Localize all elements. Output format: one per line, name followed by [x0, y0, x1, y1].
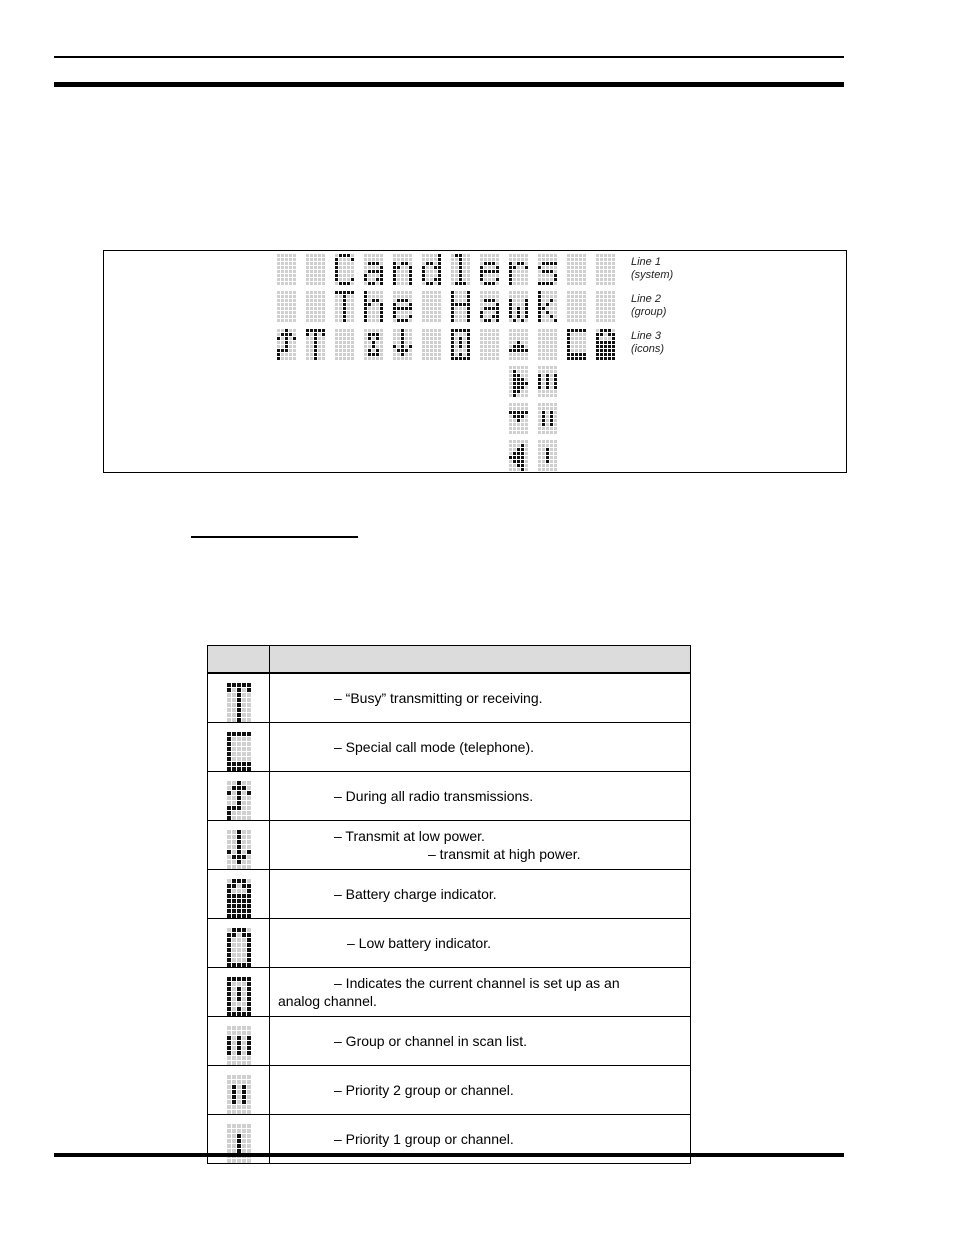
- line-1-char: [596, 254, 615, 285]
- header-icon-col: [208, 646, 270, 674]
- table-row: [208, 821, 691, 870]
- line-2-char: [277, 291, 296, 322]
- line-1-char: [480, 254, 499, 285]
- top-rule-thick: [54, 82, 844, 87]
- row-desc: – Group or channel in scan list.: [334, 1033, 527, 1049]
- line-2-char: [480, 291, 499, 322]
- line-2-char: [393, 291, 412, 322]
- line-2-char: [306, 291, 325, 322]
- line-1-char: [538, 254, 557, 285]
- icon-table: [207, 645, 691, 1164]
- line-2-char: [567, 291, 586, 322]
- row-desc: – Transmit at low power.: [334, 828, 485, 844]
- line-2-char: [451, 291, 470, 322]
- row-desc: – Battery charge indicator.: [334, 886, 497, 902]
- line-3-icon: [422, 329, 441, 360]
- line-3-alt-icon: [538, 440, 557, 471]
- line-2-char: [364, 291, 383, 322]
- row-desc: – Special call mode (telephone).: [334, 739, 535, 755]
- line-1-name: Line 1: [631, 256, 661, 268]
- line-1-char: [451, 254, 470, 285]
- row-desc: – Indicates the current channel is set up as an: [334, 975, 620, 991]
- line-3-icon: [596, 329, 615, 360]
- line-1-char: [567, 254, 586, 285]
- line-1-char: [393, 254, 412, 285]
- line-3-alt-icon: [538, 403, 557, 434]
- line-2-name: Line 2: [631, 293, 661, 305]
- row-desc: – Low battery indicator.: [347, 935, 491, 951]
- line-2-role: (group): [631, 306, 667, 318]
- line-1-char: [422, 254, 441, 285]
- table-row: [208, 772, 691, 821]
- line-3-icon: [480, 329, 499, 360]
- table-row: [208, 723, 691, 772]
- line-3-alt-icon: [509, 440, 528, 471]
- battery-icon: [208, 870, 270, 919]
- row-desc-2: analog channel.: [278, 993, 377, 1009]
- row-desc: – “Busy” transmitting or receiving.: [334, 690, 543, 706]
- line-1-char: [509, 254, 528, 285]
- header-desc-col: [270, 646, 691, 674]
- row-desc: – Priority 1 group or channel.: [334, 1131, 514, 1147]
- analog-icon: [208, 968, 270, 1017]
- line-3-label: [631, 330, 664, 356]
- line-1-char: [277, 254, 296, 285]
- line-1-char: [335, 254, 354, 285]
- top-rule-thin: [54, 56, 844, 58]
- line-1-label: [631, 256, 673, 282]
- display-figure: [103, 250, 847, 473]
- transmit-icon: [208, 772, 270, 821]
- low-battery-icon: [208, 919, 270, 968]
- icon-table-header: [208, 646, 691, 674]
- table-row: [208, 673, 691, 723]
- line-3-icon: [567, 329, 586, 360]
- line-3-role: (icons): [631, 343, 665, 355]
- line-1-char: [306, 254, 325, 285]
- line-3-icon: [393, 329, 412, 360]
- line-3-icon: [538, 329, 557, 360]
- line-3-icon: [364, 329, 383, 360]
- table-row: [208, 870, 691, 919]
- line-2-char: [596, 291, 615, 322]
- line-1-char: [364, 254, 383, 285]
- table-row: [208, 919, 691, 968]
- line-1-role: (system): [631, 269, 674, 281]
- line-3-icon: [509, 329, 528, 360]
- line-3-icon: [277, 329, 296, 360]
- line-3-alt-icon: [509, 403, 528, 434]
- line-3-icon: [451, 329, 470, 360]
- line-2-char: [538, 291, 557, 322]
- priority-2-icon: [208, 1066, 270, 1115]
- busy-icon: [208, 673, 270, 723]
- row-desc-2: – transmit at high power.: [428, 846, 581, 862]
- line-2-char: [422, 291, 441, 322]
- section-heading-underline: [191, 536, 358, 538]
- scan-icon: [208, 1017, 270, 1066]
- line-2-label: [631, 293, 666, 319]
- row-desc: – Priority 2 group or channel.: [334, 1082, 514, 1098]
- table-row: [208, 1017, 691, 1066]
- line-3-icon: [335, 329, 354, 360]
- table-row: [208, 968, 691, 1017]
- row-desc: – During all radio transmissions.: [334, 788, 534, 804]
- line-3-name: Line 3: [631, 330, 661, 342]
- line-3-alt-icon: [538, 366, 557, 397]
- bottom-rule: [54, 1153, 844, 1157]
- low-power-icon: [208, 821, 270, 870]
- table-row: [208, 1066, 691, 1115]
- line-3-icon: [306, 329, 325, 360]
- line-2-char: [335, 291, 354, 322]
- line-2-char: [509, 291, 528, 322]
- phone-call-icon: [208, 723, 270, 772]
- line-3-alt-icon: [509, 366, 528, 397]
